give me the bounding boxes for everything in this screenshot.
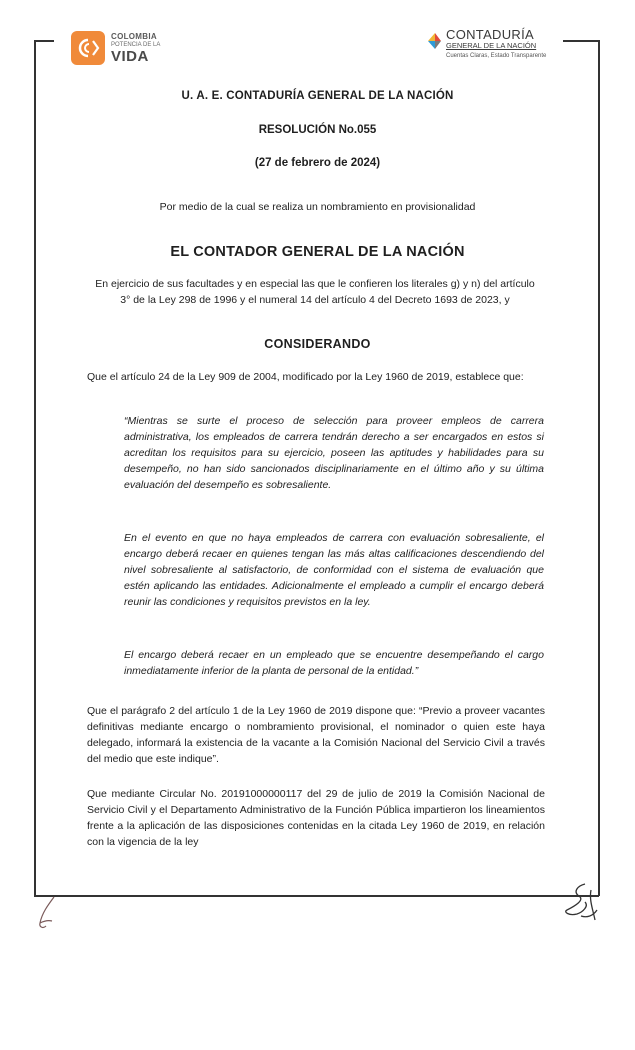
logo-line-2: POTENCIA DE LA [111, 41, 161, 48]
logo-right-tagline: Cuentas Claras, Estado Transparente [446, 52, 547, 59]
intro-paragraph: En ejercicio de sus facultades y en especial las que le confieren los literales g) y n) del artículo 3° de la Ley 298 de 1996 y el numeral 14 del artículo 4 del Decreto 1693 de 2023, y [95, 278, 535, 306]
logo-line-1: COLOMBIA [111, 31, 157, 41]
resolution-subject: Por medio de la cual se realiza un nombramiento en provisionalidad [159, 201, 476, 213]
entity-heading: U. A. E. CONTADURÍA GENERAL DE LA NACIÓN [181, 90, 454, 102]
logo-right-line-1: CONTADURÍA [446, 27, 534, 42]
initials-signature-right [555, 880, 603, 928]
paragraph-3: Que mediante Circular No. 20191000000117 del 29 de julio de 2019 la Comisión Nacional de Servicio Civil y el Departamento Administrativo de la Función Pública impartieron los lineamientos frente a la aplicación de las disposiciones contenidas en la citada Ley 1960 de 2019, en relación con la vigencia de la ley [87, 788, 545, 848]
quote-paragraph-3: El encargo deberá recaer en un empleado que se encuentre desempeñando el cargo inmediatamente inferior de la planta de personal de la entidad.” [124, 649, 544, 677]
initials-signature-left [34, 893, 64, 933]
frame-top-left [34, 40, 54, 42]
resolution-date: (27 de febrero de 2024) [254, 157, 381, 169]
frame-top-right [563, 40, 599, 42]
issuer-heading: EL CONTADOR GENERAL DE LA NACIÓN [170, 244, 465, 260]
contaduria-logo-icon [425, 30, 443, 52]
paragraph-2: Que el parágrafo 2 del artículo 1 de la Ley 1960 de 2019 dispone que: “Previo a proveer vacantes definitivas mediante encargo o nombramiento provisional, el nominador o quien este haya delegado, informará la existencia de la vacante a la Comisión Nacional del Servicio Civil a través del medio que este indique”. [87, 705, 545, 765]
quote-paragraph-1: “Mientras se surte el proceso de selección para proveer empleos de carrera administrativa, los empleados de carrera tendrán derecho a ser encargados en estos si acreditan los requisitos para su ejercicio, poseen las aptitudes y habilidades para su desempeño, no han sido sancionados disciplinariamente en el último año y su última evaluación del desempeño es sobresaliente. [124, 415, 544, 491]
frame-bottom [34, 895, 599, 897]
logo-line-3: VIDA [111, 47, 149, 65]
resolution-number: RESOLUCIÓN No.055 [258, 124, 377, 136]
paragraph-1: Que el artículo 24 de la Ley 909 de 2004, modificado por la Ley 1960 de 2019, establece que: [87, 371, 524, 383]
quote-paragraph-2: En el evento en que no haya empleados de carrera con evaluación sobresaliente, el encargo deberá recaer en quienes tengan las más altas calificaciones descendiendo del nivel sobresaliente al satisfactorio, de conformidad con el sistema de evaluación que estén aplicando las entidades. Adicionalmente el empleado a cumplir el encargo deberá reunir las condiciones y requisitos previstos en la ley. [124, 532, 544, 608]
colombia-potencia-logo [71, 28, 160, 68]
considering-heading: CONSIDERANDO [264, 337, 371, 351]
colombia-logo-icon [71, 31, 105, 65]
logo-right-line-2: GENERAL DE LA NACIÓN [446, 41, 537, 50]
contaduria-logo [425, 28, 546, 59]
